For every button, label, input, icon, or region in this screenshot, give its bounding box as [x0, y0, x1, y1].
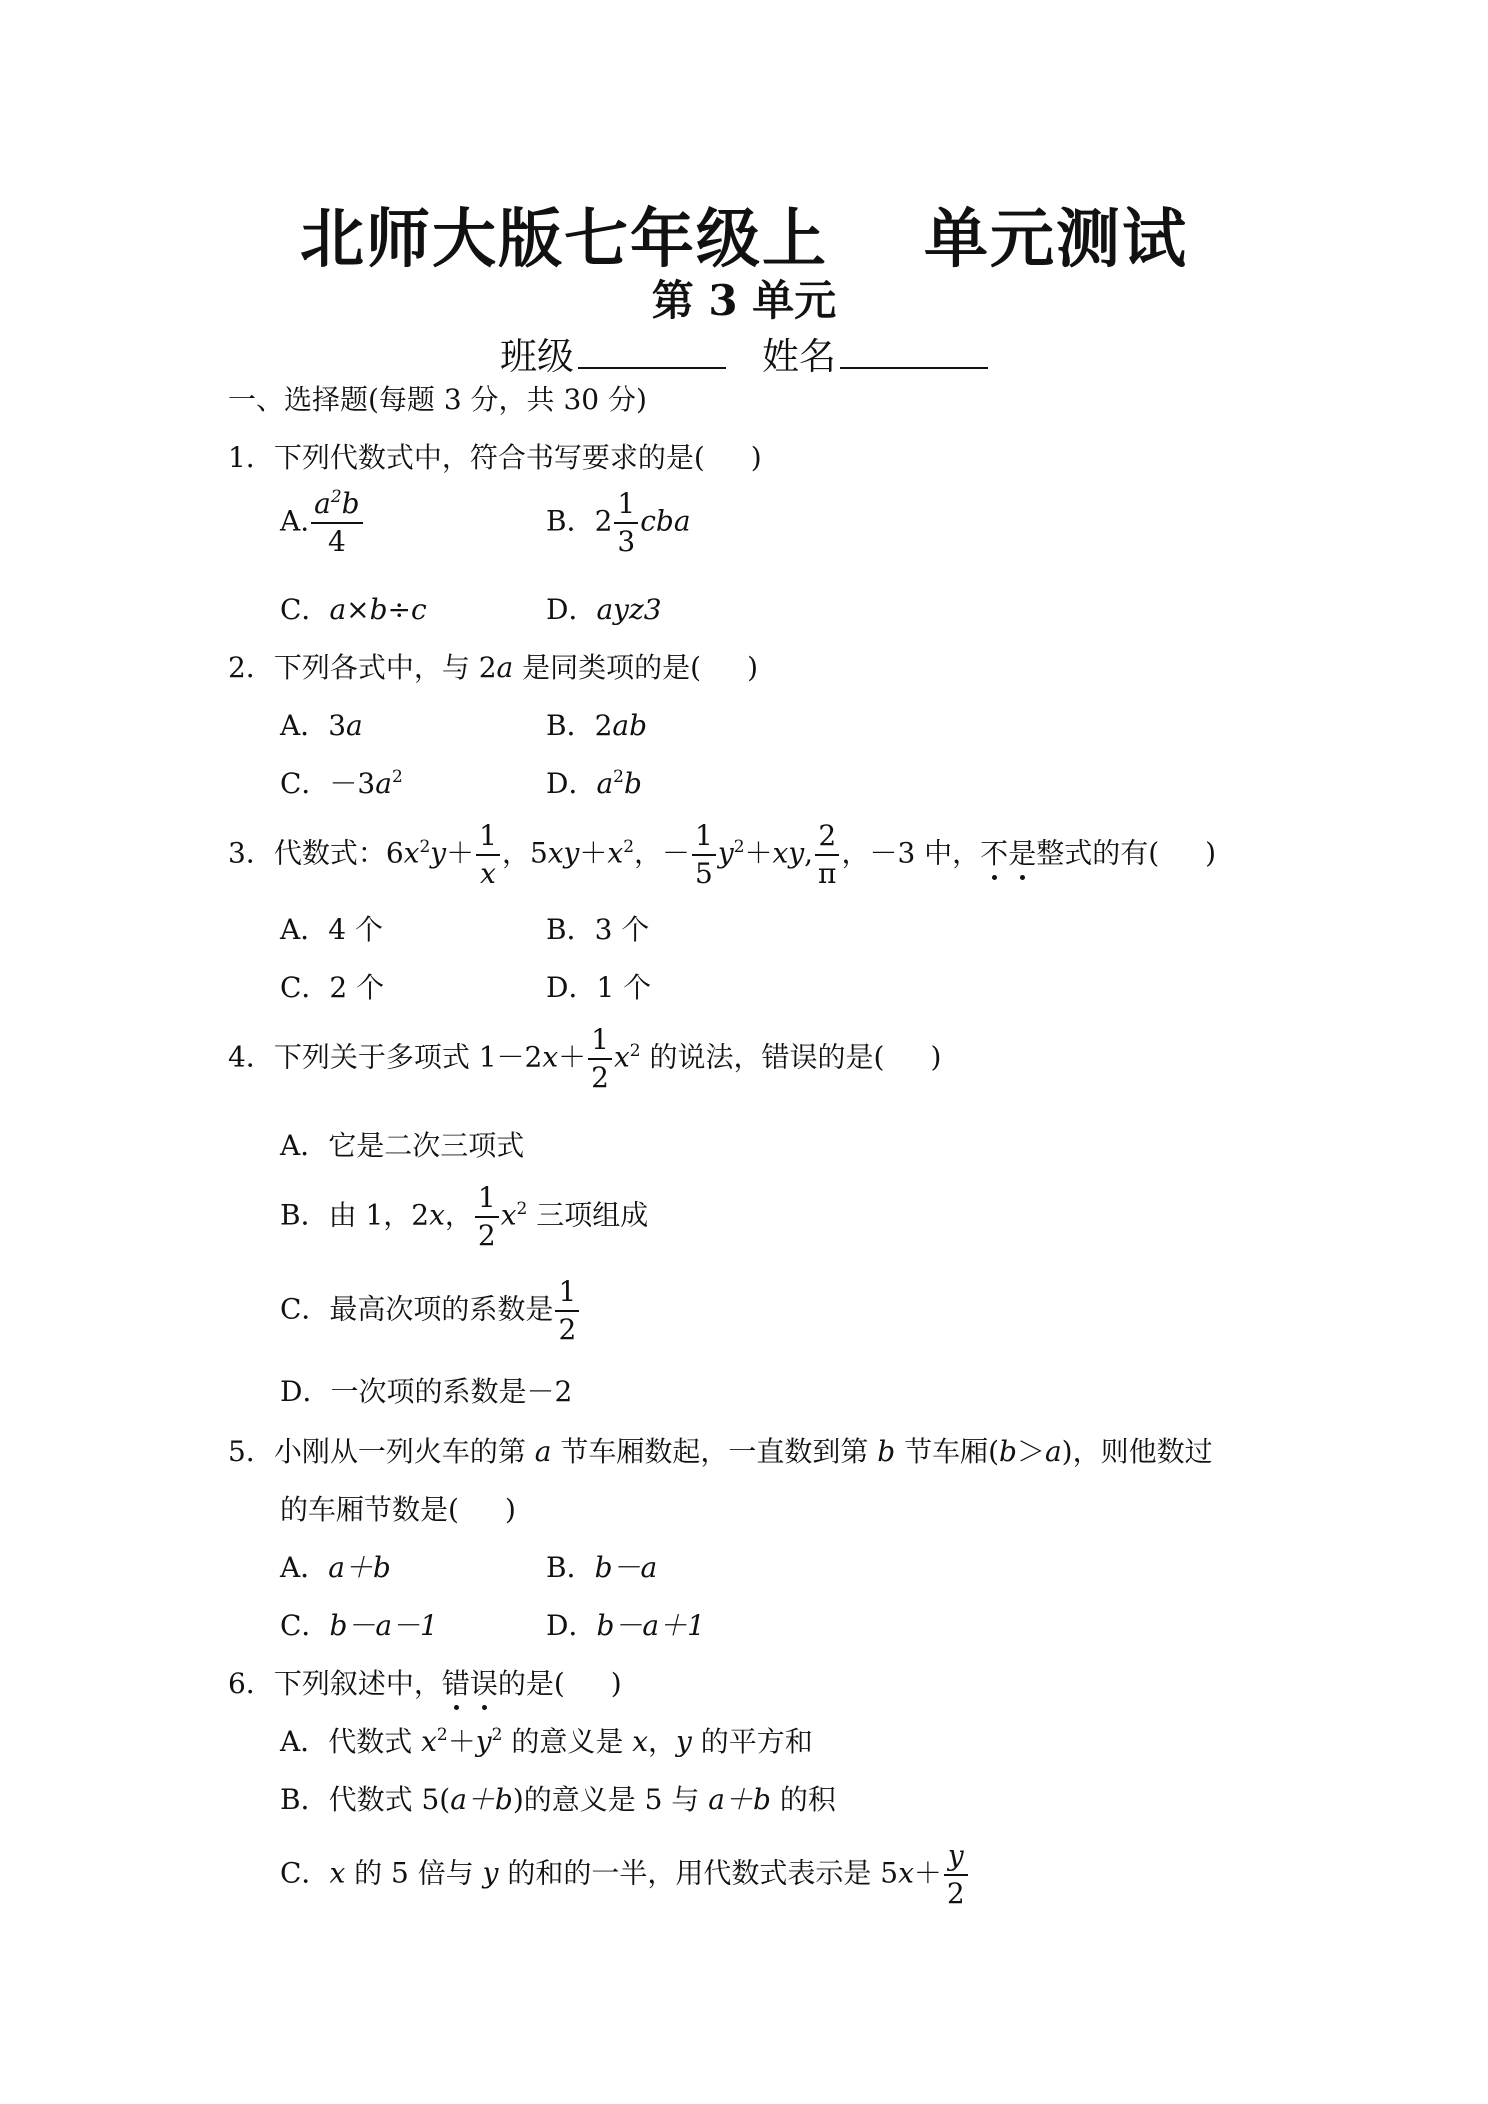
class-label: 班级 [500, 335, 574, 378]
page-title [0, 188, 1488, 280]
q6-option-c: C．x 的 5 倍与 y 的和的一半，用代数式表示是 5x＋ $\frac{y}{2}$ [280, 1842, 970, 1908]
q5-option-b: B．b－a [546, 1551, 658, 1584]
q4-option-d: D．一次项的系数是－2 [280, 1375, 573, 1408]
q5-option-a: A．a＋b [280, 1551, 391, 1584]
q2-option-b: B．2ab [546, 709, 648, 742]
q5-option-c: C．b－a－1 [280, 1609, 438, 1642]
q2-option-c: C．$-3a^2$ [280, 767, 403, 800]
name-label: 姓名 [762, 335, 836, 378]
title-left: 北师大版七年级上 [300, 203, 828, 277]
question-1-stem: 1．下列代数式中，符合书写要求的是( ) [228, 441, 762, 474]
q1-option-c: C．a×b÷c [280, 593, 427, 626]
q5-option-d: D．b－a＋1 [546, 1609, 705, 1642]
q2-option-a: A．3a [280, 709, 363, 742]
name-blank [840, 337, 988, 369]
unit-subtitle: 第 3 单元 [651, 276, 837, 325]
q4-option-a: A．它是二次三项式 [280, 1129, 525, 1162]
q6-option-b: B．代数式 5(a＋b)的意义是 5 与 a＋b 的积 [280, 1783, 836, 1816]
class-blank [578, 337, 726, 369]
section-heading: 一、选择题(每题 3 分，共 30 分) [228, 383, 647, 416]
q6-option-a: A．代数式 $x^2+y^2$ 的意义是 x，y 的平方和 [280, 1725, 813, 1758]
q3-option-a: A．4 个 [280, 913, 383, 946]
q1-option-d: D．ayz3 [546, 593, 662, 626]
q4-option-b: B．由 1，2x， $\frac{1}{2}$ $x^2$ 三项组成 [280, 1181, 649, 1252]
question-5-stem-line2: 的车厢节数是( ) [280, 1493, 516, 1526]
q3-option-b: B．3 个 [546, 913, 650, 946]
q4-option-c: C．最高次项的系数是 $\frac{1}{2}$ [280, 1278, 581, 1344]
question-5-stem: 5．小刚从一列火车的第 a 节车厢数起，一直数到第 b 节车厢(b＞a)，则他数过 [228, 1435, 1213, 1468]
student-info-line [0, 326, 1488, 380]
question-4-stem: 4．下列关于多项式 1－2x＋ $\frac{1}{2}$ $x^2$ 的说法，错误的是( ) [228, 1023, 942, 1094]
q2-option-d: D．$a^2b$ [546, 767, 642, 800]
q1-option-a: A. $\frac{a^2b}{4}$ [280, 490, 365, 556]
question-6-stem: 6．下列叙述中，错误的是( ) [228, 1667, 622, 1700]
title-right: 单元测试 [924, 203, 1188, 277]
question-3-stem: 3．代数式：$6x^2y+$ $\frac{1}{x}$ ，$5xy+x^2$，－ $\frac{1}{5}$ $y^2+xy$, $\frac{2}{\pi}$ ，－3 中，不是整式的有( ) [228, 819, 1217, 890]
q1-option-b: B．2 $\frac{1}{3}$ cba [546, 487, 691, 558]
question-2-stem: 2．下列各式中，与 2a 是同类项的是( ) [228, 651, 758, 684]
q3-option-c: C．2 个 [280, 971, 385, 1004]
q3-option-d: D．1 个 [546, 971, 652, 1004]
